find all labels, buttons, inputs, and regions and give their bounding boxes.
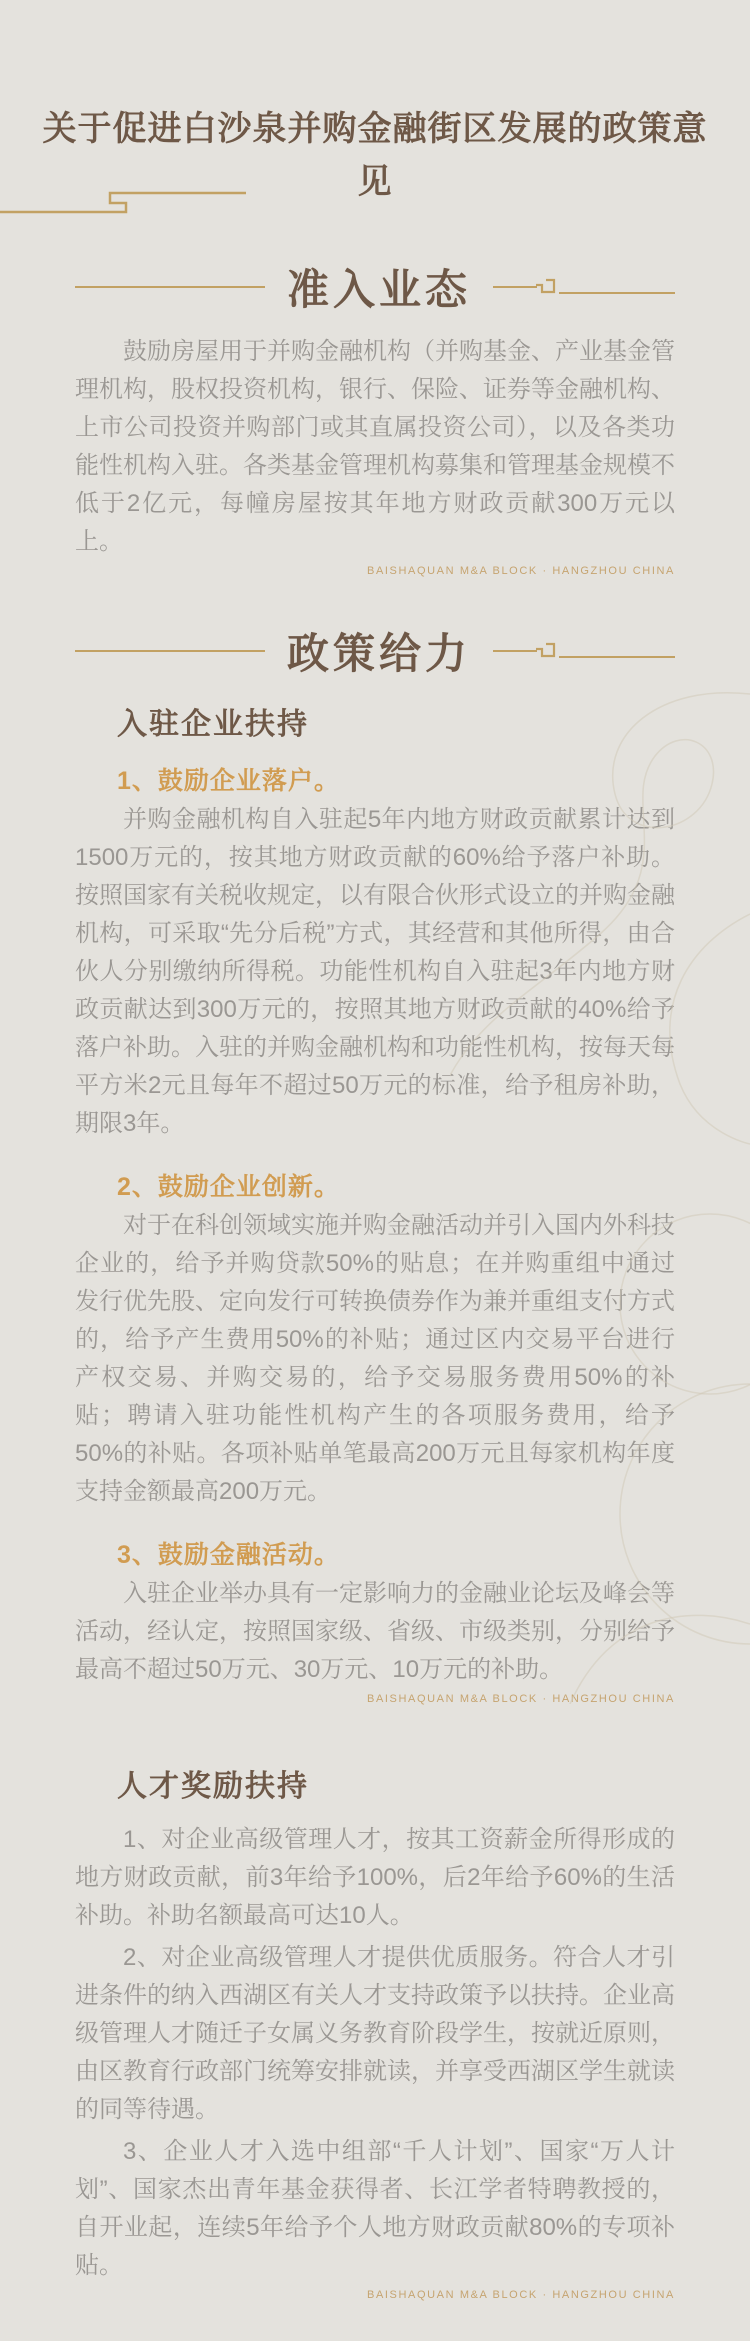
item-paragraph-finance-activity: 入驻企业举办具有一定影响力的金融业论坛及峰会等活动，经认定，按照国家级、省级、市级类别，分别给予最高不超过50万元、30万元、10万元的补助。	[75, 1580, 675, 1684]
watermark-text-3: BAISHAQUAN M&A BLOCK · HANGZHOU CHINA	[367, 2289, 675, 2302]
item-label-finance-activity: 3、鼓励金融活动。	[117, 1541, 340, 1570]
watermark-text-2: BAISHAQUAN M&A BLOCK · HANGZHOU CHINA	[367, 1693, 675, 1706]
enterprise-support-item-1	[75, 761, 675, 1143]
page-title: 关于促进白沙泉并购金融街区发展的政策意见	[42, 111, 708, 201]
heading-rule-left	[75, 650, 265, 652]
subsection-title-talent-support: 人才奖励扶持	[117, 1770, 309, 1804]
talent-paragraph-1: 1、对企业高级管理人才，按其工资薪金所得形成的地方财政贡献，前3年给予100%，后2年给予60%的生活补助。补助名额最高可达10人。	[75, 1826, 675, 1930]
talent-paragraph-2: 2、对企业高级管理人才提供优质服务。符合人才引进条件的纳入西湖区有关人才支持政策予以扶持。企业高级管理人才随迁子女属义务教育阶段学生，按就近原则，由区教育行政部门统筹安排就读，并享受西湖区学生就读的同等待遇。	[75, 1944, 675, 2124]
talent-paragraph-3: 3、企业人才入选中组部“千人计划”、国家“万人计划”、国家杰出青年基金获得者、长江学者特聘教授的，自开业起，连续5年给予个人地方财政贡献80%的专项补贴。	[75, 2138, 675, 2280]
watermark-text-1: BAISHAQUAN M&A BLOCK · HANGZHOU CHINA	[367, 565, 675, 578]
item-paragraph-innovation: 对于在科创领域实施并购金融活动并引入国内外科技企业的，给予并购贷款50%的贴息；在并购重组中通过发行优先股、定向发行可转换债券作为兼并重组支付方式的，给予产生费用50%的补贴；通过区内交易平台进行产权交易、并购交易的，给予交易服务费用50%的补贴；聘请入驻功能性机构产生的各项服务费用，给予50%的补贴。各项补贴单笔最高200万元且每家机构年度支持金额最高200万元。	[75, 1212, 675, 1506]
meander-hook-icon	[536, 640, 560, 662]
item-paragraph-settle: 并购金融机构自入驻起5年内地方财政贡献累计达到1500万元的，按其地方财政贡献的60%给予落户补助。按照国家有关税收规定，以有限合伙形式设立的并购金融机构，可采取“先分后税”方式，其经营和其他所得，由合伙人分别缴纳所得税。功能性机构自入驻起3年内地方财政贡献达到300万元的，按照其地方财政贡献的40%给予落户补助。入驻的并购金融机构和功能性机构，按每天每平方米2元且每年不超过50万元的标准，给予租房补助，期限3年。	[75, 806, 675, 1138]
heading-rule-right	[493, 640, 675, 662]
enterprise-support-item-3	[75, 1535, 675, 1689]
item-label-settle: 1、鼓励企业落户。	[117, 767, 340, 796]
section-heading-access-text: 准入业态	[286, 266, 471, 314]
section-heading-policy	[75, 621, 675, 681]
enterprise-support-item-2	[75, 1167, 675, 1511]
item-label-innovation: 2、鼓励企业创新。	[117, 1173, 340, 1202]
top-left-meander-icon	[0, 188, 246, 216]
section-heading-access	[75, 257, 675, 317]
subsection-title-enterprise-support: 入驻企业扶持	[117, 708, 309, 742]
access-intro-paragraph: 鼓励房屋用于并购金融机构（并购基金、产业基金管理机构，股权投资机构，银行、保险、证券等金融机构、上市公司投资并购部门或其直属投资公司），以及各类功能性机构入驻。各类基金管理机构募集和管理基金规模不低于2亿元，每幢房屋按其年地方财政贡献300万元以上。	[75, 338, 675, 556]
meander-hook-icon	[536, 276, 560, 298]
heading-rule-left	[75, 286, 265, 288]
section-heading-policy-text: 政策给力	[286, 630, 471, 678]
heading-rule-right	[493, 276, 675, 298]
